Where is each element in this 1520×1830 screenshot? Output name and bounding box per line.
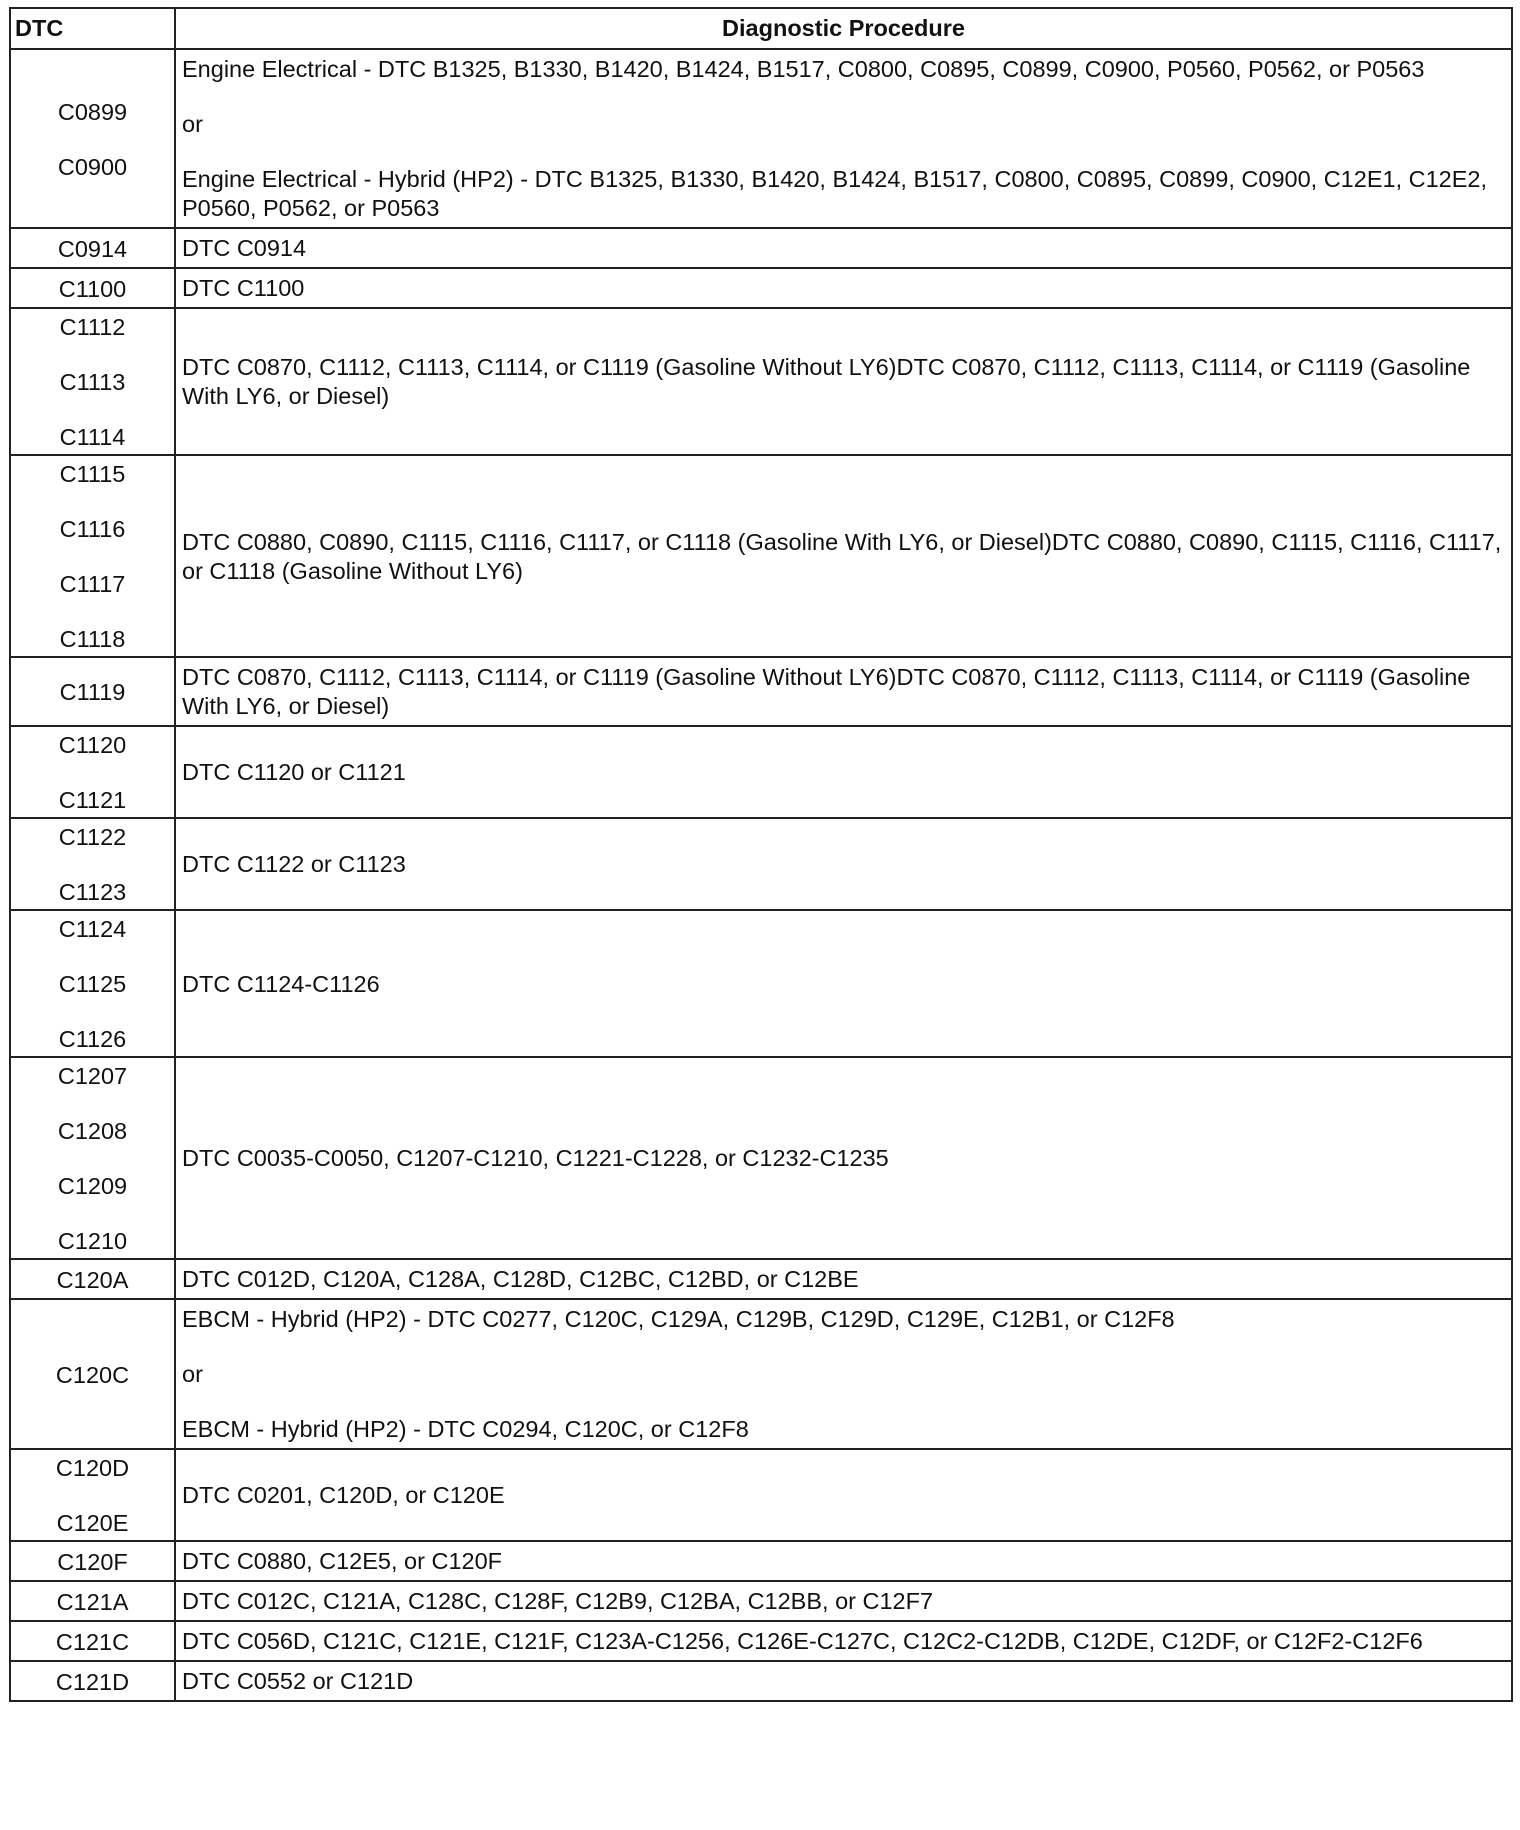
dtc-code: C1126 — [58, 1026, 127, 1052]
table-row — [10, 308, 1512, 455]
dtc-code: C120D — [55, 1455, 130, 1481]
dtc-code: C1117 — [59, 571, 126, 597]
dtc-code-cell — [10, 1581, 175, 1621]
procedure-text: EBCM - Hybrid (HP2) - DTC C0294, C120C, or C12F8 — [182, 1416, 749, 1442]
procedure-text: EBCM - Hybrid (HP2) - DTC C0277, C120C, C129A, C129B, C129D, C129E, C12B1, or C12F8 — [182, 1306, 1175, 1332]
dtc-code: C120A — [56, 1266, 129, 1293]
dtc-code-cell — [10, 1057, 175, 1259]
procedure-text: DTC C1124-C1126 — [182, 970, 380, 997]
procedure-text: Engine Electrical - DTC B1325, B1330, B1420, B1424, B1517, C0800, C0895, C0899, C0900, P0560, P0562, or P0563 — [182, 56, 1425, 82]
procedure-cell — [175, 818, 1512, 910]
dtc-code: C0899 — [57, 98, 128, 125]
dtc-code: C1122 — [58, 824, 127, 850]
dtc-column-header: DTC — [10, 8, 175, 49]
procedure-cell — [175, 1661, 1512, 1701]
dtc-code-cell — [10, 1541, 175, 1581]
dtc-table — [9, 7, 1513, 1702]
table-row — [10, 1581, 1512, 1621]
dtc-code-cell — [10, 1449, 175, 1541]
dtc-code: C1114 — [59, 424, 126, 450]
dtc-code: C1119 — [59, 679, 126, 705]
procedure-cell — [175, 308, 1512, 455]
dtc-code: C1121 — [58, 787, 127, 813]
dtc-code: C120F — [57, 1548, 128, 1575]
dtc-code: C1207 — [57, 1063, 128, 1089]
procedure-cell — [175, 726, 1512, 818]
header-row — [10, 8, 1512, 49]
table-row — [10, 1449, 1512, 1541]
dtc-code-cell — [10, 1661, 175, 1701]
dtc-code-cell — [10, 726, 175, 818]
table-row — [10, 268, 1512, 308]
dtc-code: C120C — [55, 1361, 130, 1388]
dtc-code-cell — [10, 657, 175, 726]
table-row — [10, 1299, 1512, 1449]
procedure-text: DTC C0552 or C121D — [182, 1668, 414, 1694]
table-row — [10, 49, 1512, 228]
procedure-cell — [175, 1541, 1512, 1581]
procedure-text: DTC C1100 — [182, 275, 305, 301]
table-row — [10, 228, 1512, 268]
dtc-code: C1100 — [58, 275, 127, 302]
dtc-code: C1210 — [57, 1228, 128, 1254]
table-row — [10, 455, 1512, 657]
dtc-code: C0900 — [57, 153, 128, 180]
procedure-column-header: Diagnostic Procedure — [175, 8, 1512, 49]
procedure-cell — [175, 1621, 1512, 1661]
procedure-text: DTC C0880, C0890, C1115, C1116, C1117, or C1118 (Gasoline With LY6, or Diesel)DTC C0880, C0890, C1115, C1116, C1117, or C1118 (Gasoline Without LY6) — [182, 528, 1502, 584]
table-row — [10, 657, 1512, 726]
table-row — [10, 726, 1512, 818]
dtc-code: C1118 — [59, 626, 126, 652]
dtc-code: C1208 — [57, 1118, 128, 1144]
procedure-cell — [175, 49, 1512, 228]
dtc-code-cell — [10, 308, 175, 455]
procedure-text: DTC C0870, C1112, C1113, C1114, or C1119 (Gasoline Without LY6)DTC C0870, C1112, C1113, C1114, or C1119 (Gasoline With LY6, or Diesel) — [182, 354, 1471, 409]
dtc-code-cell — [10, 1259, 175, 1299]
dtc-code: C1125 — [58, 971, 127, 997]
dtc-code: C0914 — [57, 235, 128, 262]
procedure-text: DTC C1122 or C1123 — [182, 851, 406, 877]
procedure-cell — [175, 1259, 1512, 1299]
procedure-text: DTC C056D, C121C, C121E, C121F, C123A-C1256, C126E-C127C, C12C2-C12DB, C12DE, C12DF, or C12F2-C12F6 — [182, 1628, 1423, 1654]
procedure-cell — [175, 1299, 1512, 1449]
procedure-text: DTC C012D, C120A, C128A, C128D, C12BC, C12BD, or C12BE — [182, 1266, 859, 1292]
procedure-cell — [175, 455, 1512, 657]
procedure-cell — [175, 657, 1512, 726]
dtc-code-cell — [10, 910, 175, 1057]
procedure-text: DTC C0870, C1112, C1113, C1114, or C1119 (Gasoline Without LY6)DTC C0870, C1112, C1113, C1114, or C1119 (Gasoline With LY6, or Diesel) — [182, 664, 1471, 719]
procedure-text: DTC C0880, C12E5, or C120F — [182, 1548, 503, 1574]
dtc-code: C1112 — [59, 314, 126, 340]
table-body — [10, 49, 1512, 1701]
table-row — [10, 1621, 1512, 1661]
dtc-code: C121C — [55, 1628, 130, 1655]
table-row — [10, 1661, 1512, 1701]
dtc-code: C121D — [55, 1668, 130, 1695]
dtc-code-cell — [10, 818, 175, 910]
procedure-cell — [175, 1449, 1512, 1541]
dtc-code: C1120 — [58, 732, 127, 758]
table-row — [10, 910, 1512, 1057]
procedure-text: DTC C0035-C0050, C1207-C1210, C1221-C1228, or C1232-C1235 — [182, 1145, 889, 1171]
table-row — [10, 1057, 1512, 1259]
procedure-cell — [175, 1581, 1512, 1621]
dtc-code: C1124 — [58, 916, 127, 942]
dtc-code-cell — [10, 1299, 175, 1449]
dtc-code: C121A — [56, 1588, 129, 1615]
procedure-text: or — [182, 1361, 203, 1387]
procedure-text: Engine Electrical - Hybrid (HP2) - DTC B1325, B1330, B1420, B1424, B1517, C0800, C0895, C0899, C0900, C12E1, C12E2, P0560, P0562, or P0563 — [182, 166, 1488, 221]
procedure-text: DTC C1120 or C1121 — [182, 759, 406, 785]
dtc-code-cell — [10, 268, 175, 308]
dtc-code-cell — [10, 1621, 175, 1661]
procedure-cell — [175, 228, 1512, 268]
dtc-code: C1123 — [58, 879, 127, 905]
dtc-code: C1209 — [57, 1173, 128, 1199]
table-row — [10, 818, 1512, 910]
dtc-code-cell — [10, 49, 175, 228]
table-header — [10, 8, 1512, 49]
procedure-text: DTC C0201, C120D, or C120E — [182, 1482, 505, 1508]
table-row — [10, 1541, 1512, 1581]
dtc-code: C1115 — [59, 461, 126, 487]
dtc-code: C1116 — [59, 516, 126, 542]
procedure-cell — [175, 1057, 1512, 1259]
table-row — [10, 1259, 1512, 1299]
dtc-code: C120E — [56, 1510, 129, 1536]
dtc-code: C1113 — [59, 369, 126, 395]
dtc-code-cell — [10, 228, 175, 268]
procedure-cell — [175, 910, 1512, 1057]
procedure-text: or — [182, 111, 203, 137]
dtc-code-cell — [10, 455, 175, 657]
procedure-cell — [175, 268, 1512, 308]
procedure-text: DTC C0914 — [182, 235, 307, 261]
procedure-text: DTC C012C, C121A, C128C, C128F, C12B9, C12BA, C12BB, or C12F7 — [182, 1588, 934, 1614]
